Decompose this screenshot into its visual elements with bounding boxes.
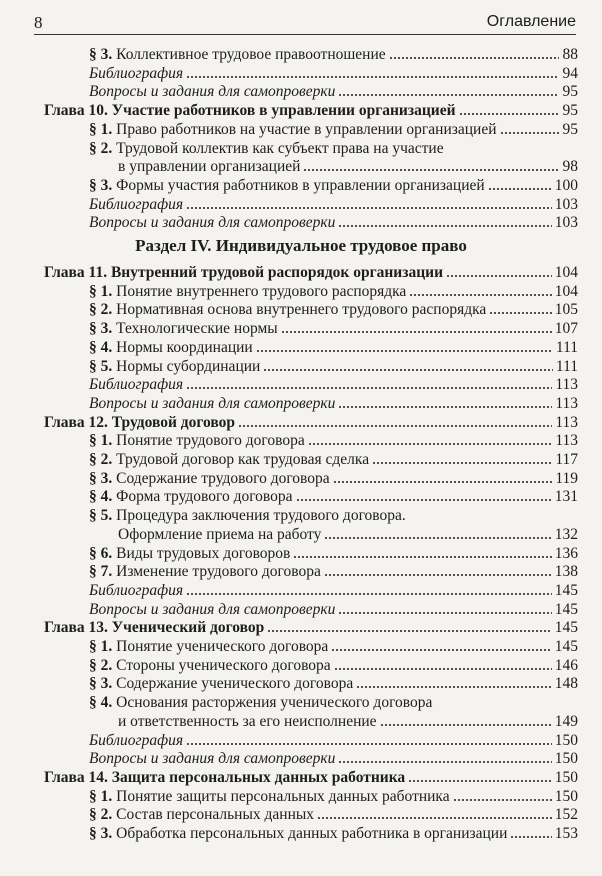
section-title-continued: и ответственность за его неисполнение (118, 712, 377, 730)
toc-entry[interactable] (89, 805, 578, 825)
section-number: § 7. (89, 563, 113, 581)
section-title: Содержание ученического договора (112, 675, 354, 693)
toc-entry-continuation (89, 712, 578, 732)
section-title: Форма трудового договора (112, 488, 293, 506)
entry-title (89, 487, 293, 507)
page-ref: 94 (562, 64, 578, 82)
entry-title (89, 693, 432, 713)
dot-leader (338, 224, 552, 228)
toc-entry[interactable] (89, 300, 578, 320)
entry-title (89, 824, 507, 844)
section-title: Понятие ученического договора (112, 638, 329, 655)
toc-entry[interactable] (89, 139, 578, 159)
dot-leader (489, 311, 552, 315)
section-number: § 3. (89, 469, 113, 487)
toc-entry[interactable] (89, 562, 578, 582)
entry-title (89, 431, 305, 451)
toc-entry[interactable] (44, 768, 578, 788)
dot-leader (296, 498, 552, 502)
entry-title (89, 674, 353, 694)
toc-entry[interactable] (89, 637, 578, 657)
entry-title (89, 338, 253, 358)
section-title: Понятие защиты персональных данных работника (112, 787, 450, 805)
dot-leader (303, 168, 559, 172)
page-ref: 98 (562, 158, 578, 176)
toc-entry[interactable] (89, 469, 578, 489)
section-number: § 1. (89, 432, 113, 450)
entry-title: Глава 11. Внутренний трудовой распорядок организации (44, 264, 444, 281)
page-ref: 111 (555, 357, 578, 375)
entry-title: Глава 14. Защита персональных данных работника (44, 768, 406, 786)
section-title: Обработка персональных данных работника в организации (112, 825, 508, 842)
toc-entry[interactable] (89, 450, 578, 470)
page-ref: 145 (554, 581, 578, 599)
dot-leader (338, 760, 552, 764)
entry-title (89, 469, 330, 489)
section-number: § 4. (89, 694, 113, 712)
entry-title (89, 506, 406, 526)
dot-leader (510, 835, 552, 839)
section-title: Процедура заключения трудового договора. (112, 507, 406, 525)
entry-title: Вопросы и задания для самопроверки (89, 750, 336, 768)
page-ref: 111 (555, 338, 578, 356)
section-title: Содержание трудового договора (112, 469, 330, 487)
toc-entry[interactable] (89, 82, 578, 102)
dot-leader (308, 442, 552, 446)
page-ref: 113 (555, 413, 578, 431)
page-ref: 145 (554, 619, 578, 637)
dot-leader (186, 386, 552, 390)
page-ref: 132 (554, 525, 578, 543)
section-number: § 5. (89, 357, 113, 375)
running-title: Оглавление (486, 13, 576, 30)
section-number: § 5. (89, 507, 113, 525)
entry-title: Библиография (89, 581, 184, 599)
toc-entry[interactable] (89, 338, 578, 358)
page-ref: 146 (554, 656, 578, 674)
section-number: § 6. (89, 544, 113, 562)
page-ref: 145 (554, 638, 578, 655)
toc-entry[interactable] (89, 64, 578, 84)
page-ref: 150 (554, 750, 578, 768)
entry-title (89, 357, 260, 377)
page-ref: 103 (554, 195, 578, 213)
toc-entry[interactable] (89, 656, 578, 676)
section-number: § 3. (89, 176, 113, 194)
page-ref: 88 (562, 46, 578, 63)
page-ref: 117 (555, 451, 578, 468)
page-ref: 153 (554, 825, 578, 842)
dot-leader (186, 75, 559, 79)
entry-title: Вопросы и задания для самопроверки (89, 83, 336, 101)
entry-title: Глава 10. Участие работников в управлении организацией (44, 102, 456, 120)
page-header (34, 10, 576, 35)
toc-entry[interactable] (44, 413, 578, 433)
entry-title (89, 45, 386, 65)
toc-entry[interactable] (89, 487, 578, 507)
entry-title (89, 176, 485, 196)
dot-leader (334, 667, 552, 671)
entry-title: Библиография (89, 731, 184, 749)
toc-entry[interactable] (89, 45, 578, 65)
section-title: Право работников на участие в управлении организацией (112, 120, 497, 138)
toc-entry[interactable] (89, 375, 578, 395)
section-number: § 2. (89, 139, 113, 157)
dot-leader (408, 779, 552, 783)
entry-title (89, 120, 497, 140)
page-ref: 149 (554, 712, 578, 730)
section-number: § 3. (89, 320, 113, 338)
dot-leader (380, 723, 552, 727)
dot-leader (356, 685, 552, 689)
page-ref: 119 (555, 469, 578, 487)
dot-leader (317, 816, 552, 820)
section-number: § 3. (89, 825, 113, 842)
dot-leader (281, 330, 552, 334)
section-number: § 4. (89, 338, 113, 356)
section-title-continued: Оформление приема на работу (118, 525, 322, 543)
dot-leader (331, 648, 552, 652)
dot-leader (186, 742, 552, 746)
entry-title: Глава 13. Ученический договор (44, 619, 265, 637)
section-number: § 2. (89, 451, 113, 468)
page-ref: 145 (554, 600, 578, 618)
section-title: Коллективное трудовое правоотношение (112, 46, 386, 63)
page-number: 8 (34, 13, 43, 32)
page-ref: 150 (554, 787, 578, 805)
entry-title: Глава 12. Трудовой договор (44, 413, 236, 431)
section-number: § 2. (89, 806, 113, 824)
toc-entry[interactable] (89, 544, 578, 564)
section-title: Понятие внутреннего трудового распорядка (112, 282, 407, 300)
section-title: Основания расторжения ученического договора (112, 694, 433, 712)
page-ref: 100 (554, 176, 578, 194)
section-title: Виды трудовых договоров (112, 544, 291, 562)
entry-title (89, 282, 406, 302)
dot-leader (238, 424, 552, 428)
page-ref: 103 (554, 214, 578, 232)
entry-title (89, 544, 290, 564)
section-number: § 3. (89, 675, 113, 693)
section-title: Стороны ученического договора (112, 656, 331, 674)
page-ref: 107 (554, 320, 578, 338)
page-ref: 113 (555, 394, 578, 412)
dot-leader (267, 629, 552, 633)
page-ref: 138 (554, 563, 578, 581)
toc-entry[interactable] (89, 319, 578, 339)
page-ref: 95 (562, 83, 578, 101)
page-ref: 152 (554, 806, 578, 824)
entry-title (89, 656, 331, 676)
entry-title: Библиография (89, 64, 184, 82)
entry-title: Вопросы и задания для самопроверки (89, 214, 336, 232)
dot-leader (256, 349, 553, 353)
section-title: Изменение трудового договора (112, 563, 321, 581)
toc-entry[interactable] (44, 101, 578, 121)
section-number: § 2. (89, 301, 113, 319)
entry-title: Вопросы и задания для самопроверки (89, 394, 336, 412)
page-ref: 113 (555, 376, 578, 394)
toc-entry[interactable] (89, 693, 578, 713)
entry-title (89, 805, 314, 825)
dot-leader (372, 461, 552, 465)
dot-leader (338, 405, 552, 409)
section-title: Нормы координации (112, 338, 253, 356)
section-number: § 1. (89, 120, 113, 138)
toc-entry[interactable] (89, 120, 578, 140)
toc-entry[interactable] (89, 749, 578, 769)
toc-entry[interactable] (89, 506, 578, 526)
section-title-continued: в управлении организацией (118, 158, 301, 176)
toc-entry[interactable] (89, 581, 578, 601)
page-ref: 113 (555, 432, 578, 450)
entry-title (89, 450, 369, 470)
dot-leader (338, 93, 559, 97)
page-ref: 148 (554, 675, 578, 693)
section-number: § 1. (89, 282, 113, 300)
toc-entry[interactable] (89, 600, 578, 620)
toc-entry-continuation (89, 525, 578, 545)
toc-entry[interactable] (89, 674, 578, 694)
entry-title (89, 637, 328, 657)
dot-leader (333, 480, 552, 484)
section-title: Понятие трудового договора (112, 432, 305, 450)
toc-entry[interactable] (89, 731, 578, 751)
section-title: Нормы субординации (112, 357, 261, 375)
page-ref: 131 (554, 488, 578, 506)
section-number: § 1. (89, 787, 113, 805)
page-ref: 104 (554, 282, 578, 300)
dot-leader (488, 187, 552, 191)
section-number: § 1. (89, 638, 113, 655)
toc-entry[interactable] (44, 263, 578, 283)
entry-title (89, 139, 444, 159)
toc-entry[interactable] (89, 431, 578, 451)
entry-title: Библиография (89, 195, 184, 213)
dot-leader (446, 274, 552, 278)
page-ref: 95 (562, 120, 578, 138)
dot-leader (500, 131, 559, 135)
dot-leader (459, 112, 559, 116)
page-ref: 105 (554, 301, 578, 319)
dot-leader (186, 592, 552, 596)
toc-entry-continuation (89, 157, 578, 177)
section-number: § 2. (89, 656, 113, 674)
toc-entry[interactable] (89, 394, 578, 414)
section-title: Нормативная основа внутреннего трудового распорядка (112, 301, 487, 319)
entry-title: Библиография (89, 376, 184, 394)
section-title: Формы участия работников в управлении организацией (112, 176, 485, 194)
page-ref: 136 (554, 544, 578, 562)
dot-leader (338, 611, 552, 615)
section-title: Состав персональных данных (112, 806, 315, 824)
entry-title (89, 562, 321, 582)
entry-title: Вопросы и задания для самопроверки (89, 600, 336, 618)
toc-entry[interactable] (89, 824, 578, 844)
dot-leader (186, 206, 552, 210)
dot-leader (324, 536, 552, 540)
page-ref: 150 (554, 768, 578, 786)
page-ref: 150 (554, 731, 578, 749)
entry-title (89, 300, 486, 320)
page-ref: 95 (562, 102, 578, 120)
section-number: § 4. (89, 488, 113, 506)
toc-entry[interactable] (89, 213, 578, 233)
dot-leader (293, 555, 552, 559)
dot-leader (389, 56, 559, 60)
toc-entry[interactable] (44, 618, 578, 638)
toc-entry[interactable] (89, 787, 578, 807)
section-title: Технологические нормы (112, 320, 278, 338)
toc-entry[interactable] (89, 282, 578, 302)
entry-title (89, 319, 278, 339)
entry-title (89, 787, 450, 807)
dot-leader (409, 293, 552, 297)
dot-leader (263, 368, 553, 372)
page-ref: 104 (554, 264, 578, 281)
part-heading: Раздел IV. Индивидуальное трудовое право (135, 236, 467, 255)
section-number: § 3. (89, 46, 113, 63)
toc-entry[interactable] (89, 195, 578, 215)
dot-leader (453, 798, 552, 802)
toc-entry[interactable] (89, 176, 578, 196)
section-title: Трудовой договор как трудовая сделка (112, 451, 370, 468)
section-title: Трудовой коллектив как субъект права на участие (112, 139, 444, 157)
dot-leader (324, 573, 552, 577)
toc-entry[interactable] (89, 357, 578, 377)
